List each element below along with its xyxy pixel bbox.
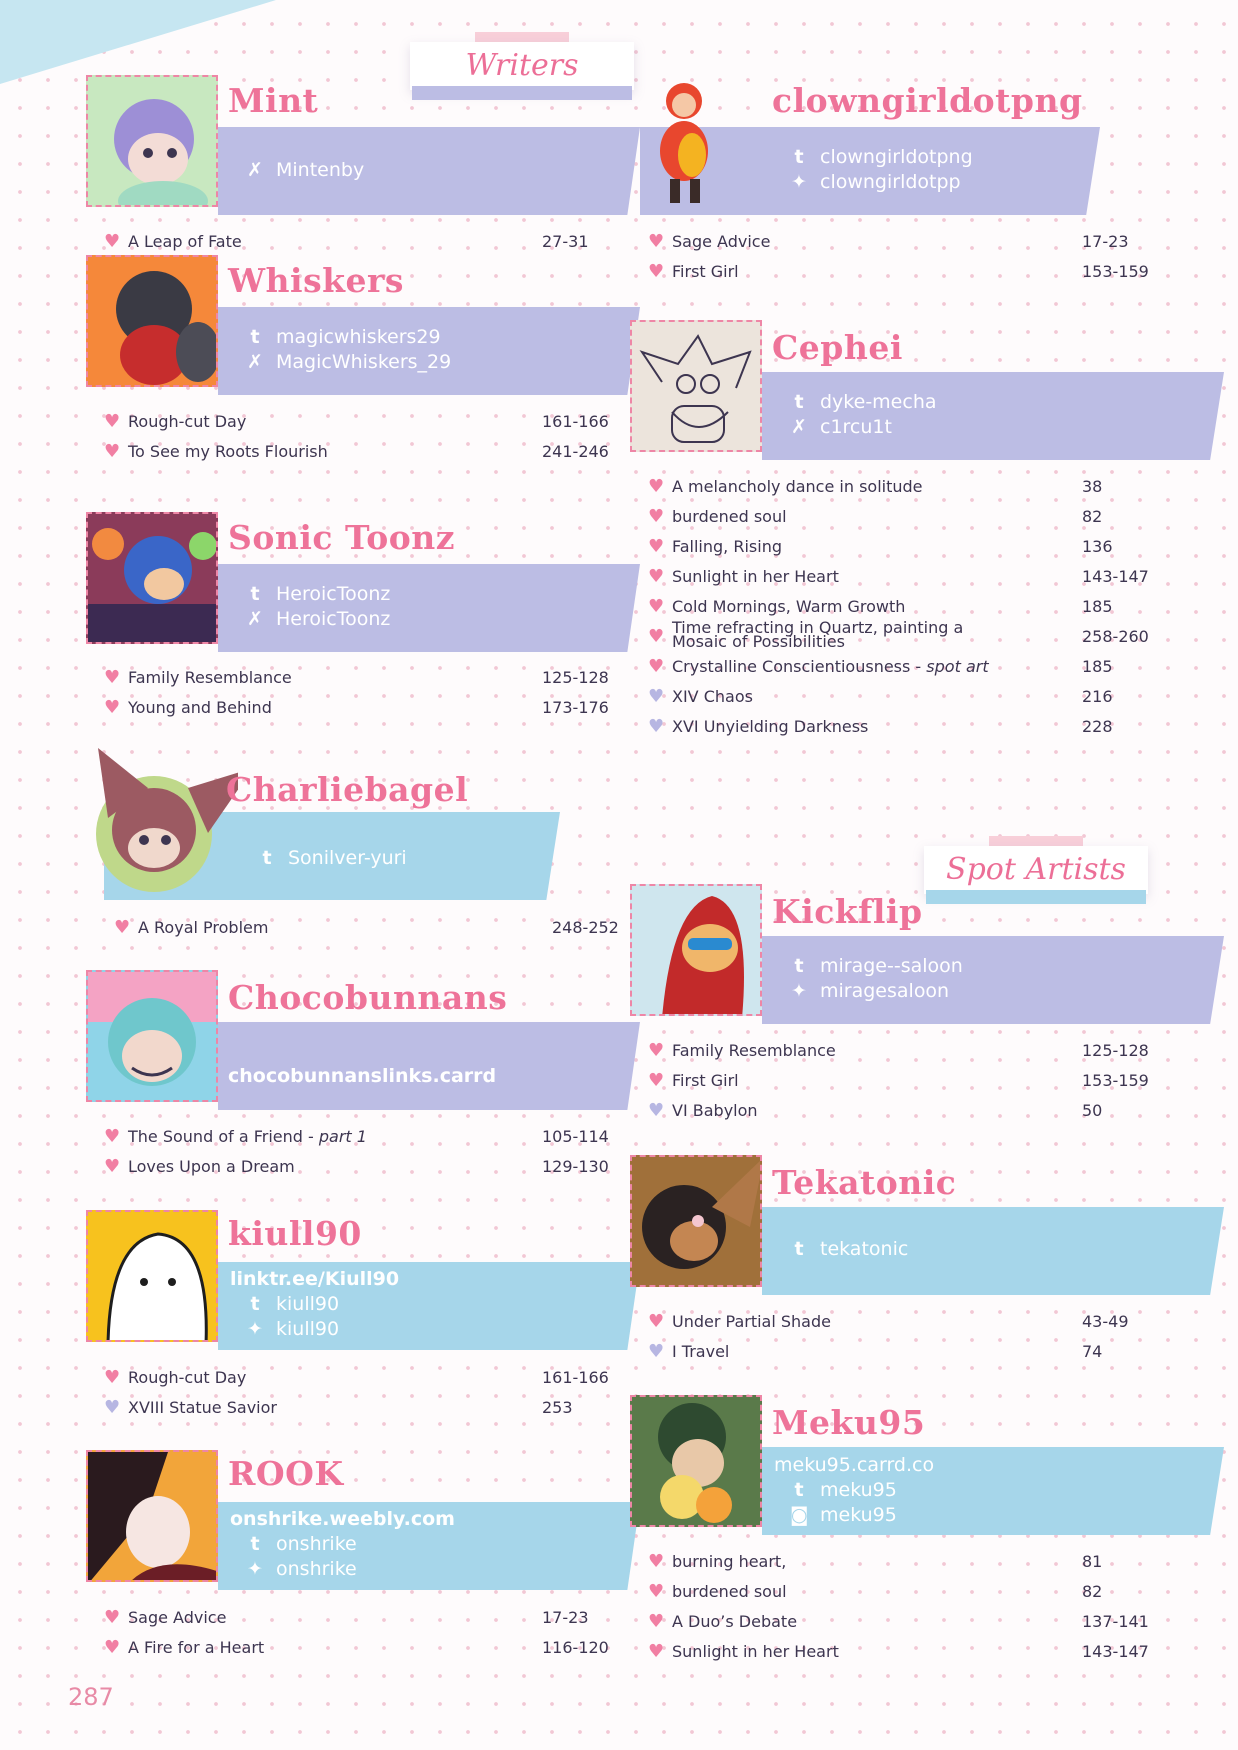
link-text[interactable]: linktr.ee/Kiull90 (230, 1268, 400, 1290)
heart-icon: ♥ (648, 1341, 665, 1362)
heart-icon: ♥ (648, 1040, 665, 1061)
heart-icon: ♥ (104, 697, 121, 718)
avatar (86, 1210, 218, 1342)
page-number: 287 (68, 1683, 114, 1711)
handle-text[interactable]: c1rcu1t (820, 416, 892, 438)
twitter-x-icon: ✗ (791, 416, 807, 438)
heart-icon: ♥ (648, 716, 665, 737)
handle-text[interactable]: mirage--saloon (820, 955, 963, 977)
handle-text[interactable]: magicwhiskers29 (276, 326, 441, 348)
avatar (86, 1450, 218, 1582)
handle-text[interactable]: meku95 (820, 1479, 897, 1501)
heart-icon: ♥ (648, 626, 665, 647)
heart-icon: ♥ (104, 1156, 121, 1177)
heart-icon: ♥ (648, 1070, 665, 1091)
handles (246, 325, 451, 375)
twitter-x-icon: ✗ (247, 351, 263, 373)
link-text[interactable]: chocobunnanslinks.carrd (228, 1065, 497, 1087)
contributor-name: Kickflip (772, 892, 923, 931)
contributor-name: Meku95 (772, 1403, 926, 1442)
heart-icon: ♥ (104, 1397, 121, 1418)
handle-text[interactable]: onshrike (276, 1533, 357, 1555)
heart-icon: ♥ (104, 231, 121, 252)
contributor-name: Mint (228, 81, 319, 120)
twitter-x-icon: ✗ (247, 608, 263, 630)
avatar (630, 1395, 762, 1527)
tumblr-icon: t (250, 583, 260, 605)
handle-text[interactable]: onshrike (276, 1558, 357, 1580)
tumblr-icon: t (794, 1238, 804, 1260)
writers-section-label: Writers (410, 42, 634, 102)
handles (228, 1064, 496, 1089)
link-text[interactable]: meku95.carrd.co (774, 1454, 935, 1476)
heart-icon: ♥ (648, 596, 665, 617)
handle-text[interactable]: meku95 (820, 1504, 897, 1526)
handles (246, 158, 364, 183)
contributor-name: Chocobunnans (228, 978, 508, 1017)
contributor-name: Tekatonic (772, 1163, 957, 1202)
contributor-name: ROOK (228, 1454, 344, 1493)
tumblr-icon: t (794, 1479, 804, 1501)
handle-text[interactable]: miragesaloon (820, 980, 950, 1002)
twitter-x-icon: ✗ (247, 159, 263, 181)
heart-icon: ♥ (648, 506, 665, 527)
tumblr-icon: t (262, 847, 272, 869)
avatar (630, 884, 762, 1016)
tumblr-icon: t (794, 391, 804, 413)
handles (246, 582, 390, 632)
tumblr-icon: t (250, 1533, 260, 1555)
handles (230, 1267, 399, 1342)
contributor-name: Charliebagel (226, 770, 469, 809)
heart-icon: ♥ (114, 917, 131, 938)
handle-text[interactable]: Mintenby (276, 159, 365, 181)
handles (774, 1453, 934, 1528)
contributor-name: Whiskers (228, 261, 404, 300)
corner-decoration (0, 0, 276, 84)
tumblr-icon: t (250, 326, 260, 348)
bluesky-icon: ✦ (247, 1318, 263, 1340)
contributor-name: Cephei (772, 328, 903, 367)
heart-icon: ♥ (104, 1126, 121, 1147)
heart-icon: ♥ (648, 231, 665, 252)
heart-icon: ♥ (104, 441, 121, 462)
avatar (86, 255, 218, 387)
heart-icon: ♥ (648, 1611, 665, 1632)
avatar (86, 75, 218, 207)
heart-icon: ♥ (104, 1367, 121, 1388)
heart-icon: ♥ (104, 1607, 121, 1628)
handle-text[interactable]: clowngirldotpng (820, 146, 973, 168)
tumblr-icon: t (794, 955, 804, 977)
handles (258, 846, 407, 871)
tumblr-icon: t (794, 146, 804, 168)
contributor-name: kiull90 (228, 1214, 362, 1253)
tumblr-icon: t (250, 1293, 260, 1315)
heart-icon: ♥ (648, 1100, 665, 1121)
handle-text[interactable]: kiull90 (276, 1293, 340, 1315)
heart-icon: ♥ (648, 686, 665, 707)
handles (790, 390, 937, 440)
avatar (640, 75, 730, 207)
handle-text[interactable]: HeroicToonz (276, 608, 391, 630)
heart-icon: ♥ (648, 476, 665, 497)
heart-icon: ♥ (648, 566, 665, 587)
avatar (86, 512, 218, 644)
handles (790, 954, 963, 1004)
heart-icon: ♥ (648, 1311, 665, 1332)
bluesky-icon: ✦ (791, 980, 807, 1002)
avatar (630, 1155, 762, 1287)
avatar (86, 970, 218, 1102)
handles (230, 1507, 455, 1582)
heart-icon: ♥ (648, 656, 665, 677)
heart-icon: ♥ (648, 1581, 665, 1602)
handle-text[interactable]: Sonilver-yuri (288, 847, 407, 869)
handle-text[interactable]: dyke-mecha (820, 391, 937, 413)
heart-icon: ♥ (104, 411, 121, 432)
contributor-name: clowngirldotpng (772, 81, 1083, 120)
avatar (96, 776, 212, 892)
handle-text[interactable]: clowngirldotpp (820, 171, 961, 193)
instagram-icon: ◙ (790, 1504, 809, 1526)
bluesky-icon: ✦ (247, 1558, 263, 1580)
handle-text[interactable]: MagicWhiskers_29 (276, 351, 452, 373)
heart-icon: ♥ (648, 536, 665, 557)
handle-text[interactable]: HeroicToonz (276, 583, 391, 605)
handles (790, 145, 973, 195)
heart-icon: ♥ (648, 1551, 665, 1572)
link-text[interactable]: onshrike.weebly.com (230, 1508, 455, 1530)
avatar (630, 320, 762, 452)
bluesky-icon: ✦ (791, 171, 807, 193)
handle-text[interactable]: kiull90 (276, 1318, 340, 1340)
heart-icon: ♥ (104, 1637, 121, 1658)
heart-icon: ♥ (648, 1641, 665, 1662)
heart-icon: ♥ (648, 261, 665, 282)
heart-icon: ♥ (104, 667, 121, 688)
handle-text[interactable]: tekatonic (820, 1238, 909, 1260)
contributor-name: Sonic Toonz (228, 518, 455, 557)
handles (790, 1237, 908, 1262)
spot-artists-section-label: Spot Artists (924, 846, 1148, 906)
